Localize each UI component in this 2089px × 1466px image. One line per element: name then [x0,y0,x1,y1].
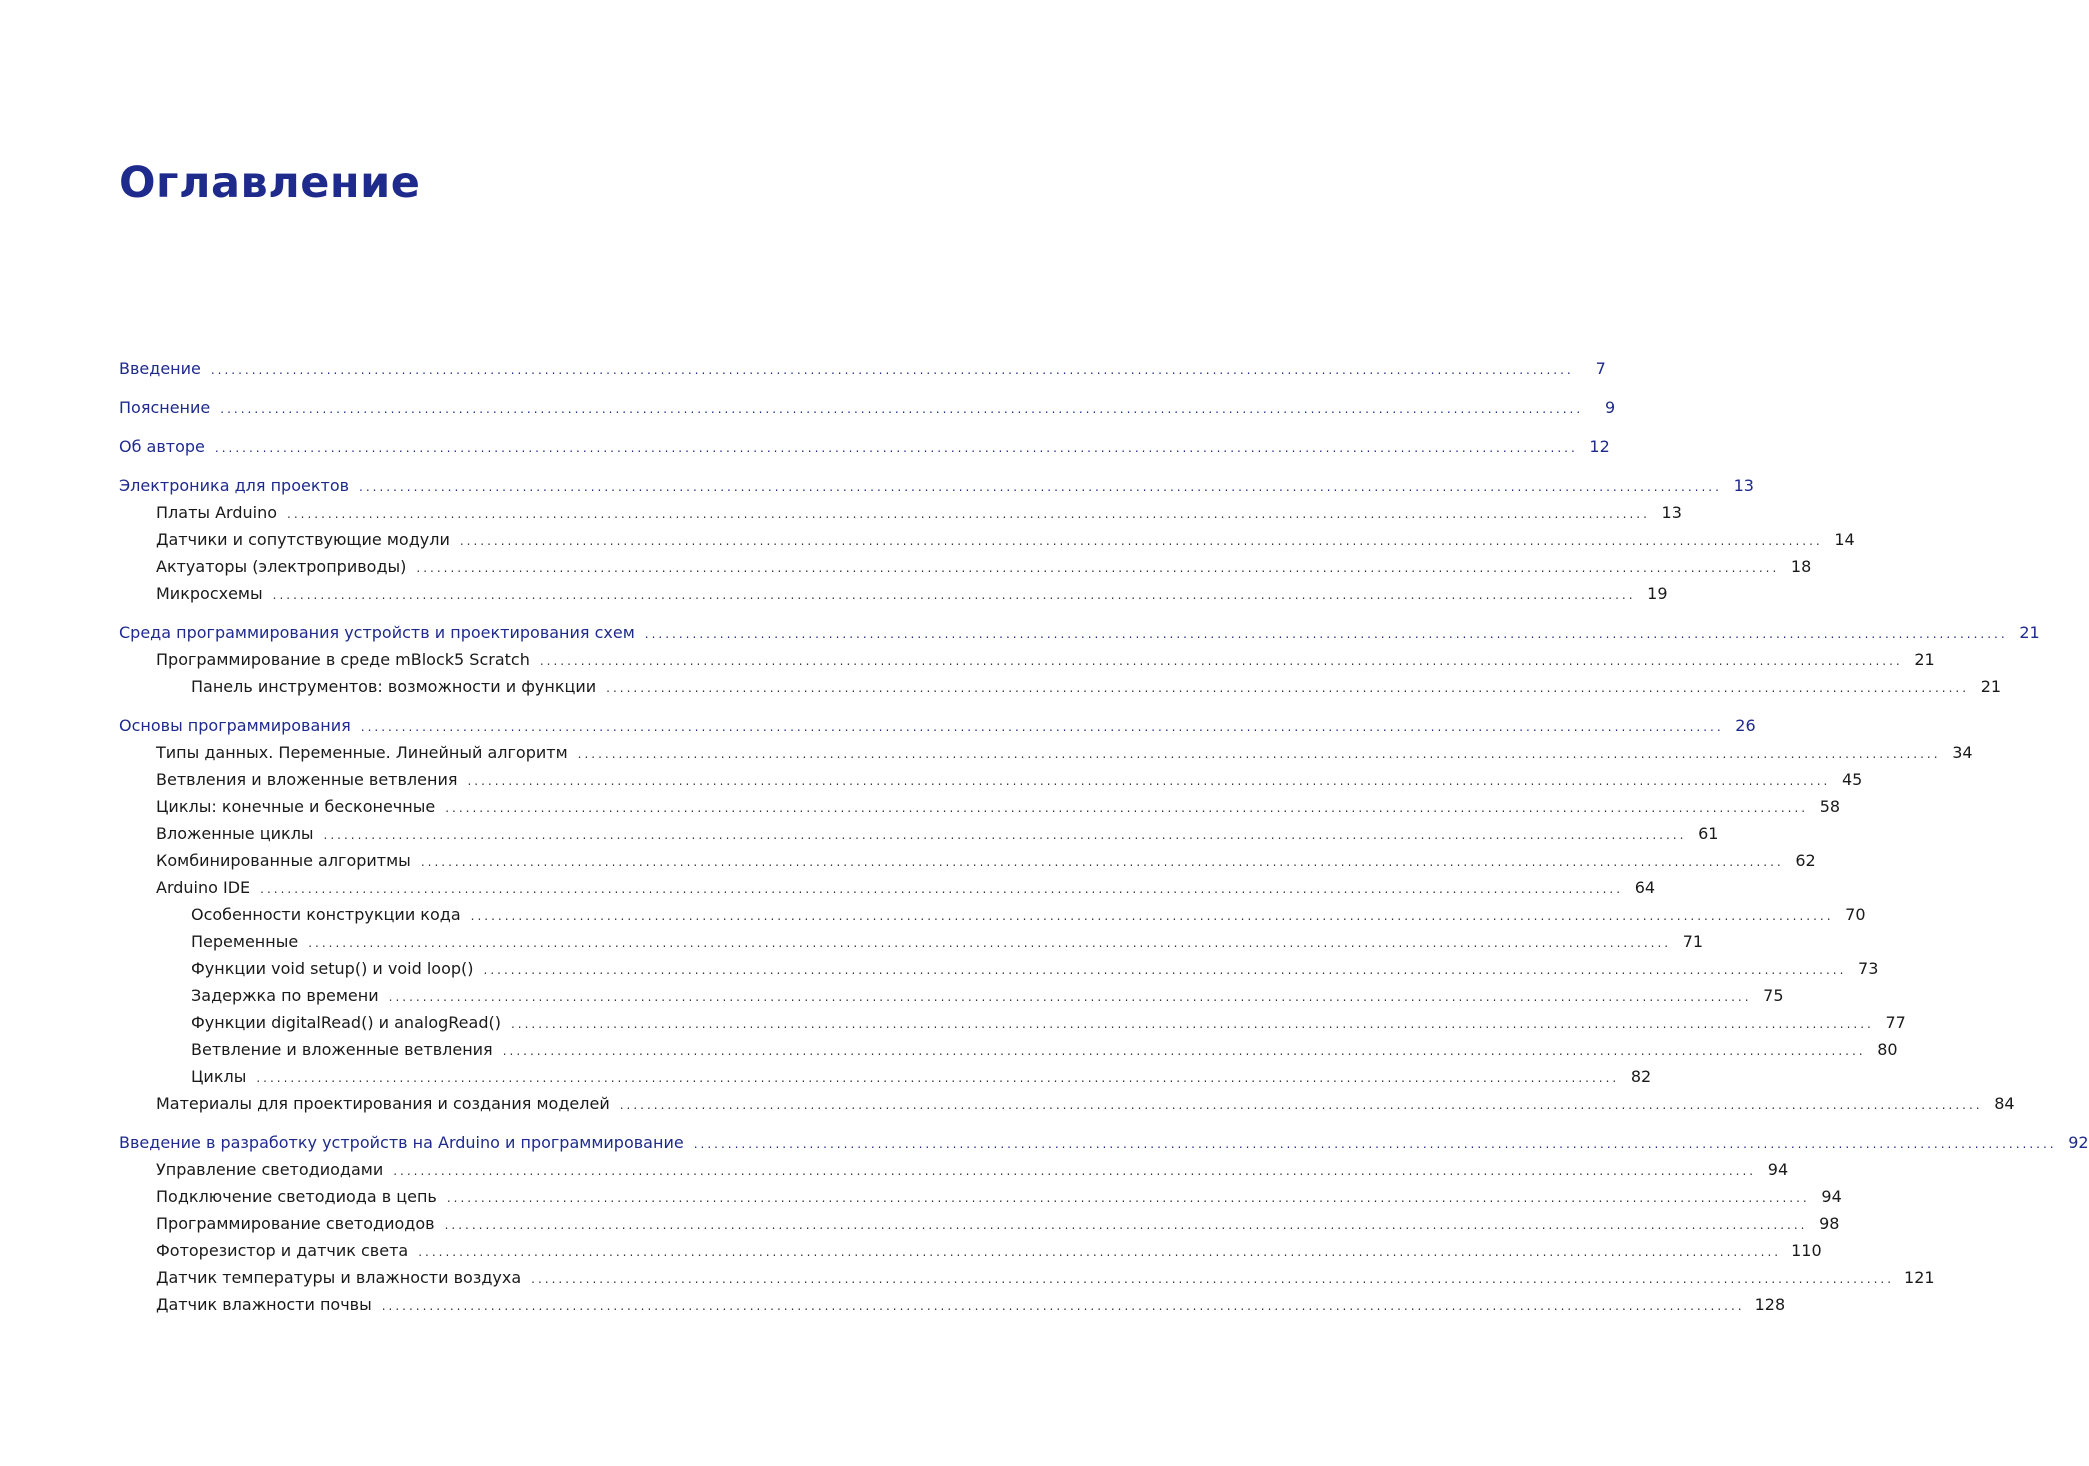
toc-leader-dots: ........................................................................................................................................................................................................ [606,681,1970,695]
toc-entry-title: Панель инструментов: возможности и функции [191,677,597,696]
toc-entry-page-number: 9 [1604,398,1616,417]
toc-entry-page-number: 34 [1952,743,1973,762]
toc-entry[interactable] [119,621,2040,645]
toc-entry[interactable] [156,768,1863,792]
toc-leader-dots: ........................................................................................................................................................................................................ [446,1191,1810,1205]
toc-entry[interactable] [191,1065,1652,1089]
toc-entry[interactable] [156,741,1973,765]
toc-entry[interactable] [191,1038,1898,1062]
toc-entry[interactable] [156,582,1668,606]
toc-entry[interactable] [191,1011,1906,1035]
toc-entry-title: Управление светодиодами [156,1160,384,1179]
toc-entry-page-number: 7 [1595,359,1606,378]
toc-entry-page-number: 14 [1834,530,1855,549]
toc-leader-dots: ........................................................................................................................................................................................................ [531,1272,1895,1286]
toc-entry-title: Ветвление и вложенные ветвления [191,1040,493,1059]
toc-entry-title: Комбинированные алгоритмы [156,851,411,870]
toc-leader-dots: ........................................................................................................................................................................................................ [214,441,1578,455]
toc-leader-dots: ........................................................................................................................................................................................................ [693,1137,2057,1151]
toc-entry-page-number: 26 [1735,716,1756,735]
toc-entry-title: Программирование светодиодов [156,1214,435,1233]
page-title: Оглавление [119,158,421,208]
toc-entry-page-number: 128 [1754,1295,1786,1314]
toc-leader-dots: ........................................................................................................................................................................................................ [418,1245,1782,1259]
toc-entry[interactable] [156,1293,1786,1317]
toc-entry-page-number: 61 [1698,824,1719,843]
toc-leader-dots: ........................................................................................................................................................................................................ [210,363,1574,377]
toc-leader-dots: ........................................................................................................................................................................................................ [287,507,1650,521]
toc-entry-title: Актуаторы (электроприводы) [156,557,407,576]
toc-entry-page-number: 45 [1842,770,1863,789]
toc-entry[interactable] [156,648,1935,672]
toc-leader-dots: ........................................................................................................................................................................................................ [393,1164,1757,1178]
toc-entry[interactable] [119,435,1610,459]
toc-entry-page-number: 21 [1980,677,2002,696]
toc-entry-title: Циклы [191,1067,247,1086]
toc-entry[interactable] [156,1212,1840,1236]
toc-entry-title: Основы программирования [119,716,351,735]
toc-entry[interactable] [156,1239,1822,1263]
toc-leader-dots: ........................................................................................................................................................................................................ [416,561,1780,575]
toc-entry-title: Типы данных. Переменные. Линейный алгоритм [156,743,568,762]
toc-leader-dots: ........................................................................................................................................................................................................ [510,1017,1874,1031]
toc-leader-dots: ........................................................................................................................................................................................................ [467,774,1831,788]
toc-entry-title: Материалы для проектирования и создания моделей [156,1094,610,1113]
toc-entry[interactable] [119,357,1606,381]
toc-entry-title: Задержка по времени [191,986,379,1005]
toc-entry-page-number: 94 [1767,1160,1789,1179]
toc-entry[interactable] [191,903,1866,927]
toc-entry-title: Датчик влажности почвы [156,1295,372,1314]
toc-entry-title: Микросхемы [156,584,263,603]
toc-entry[interactable] [156,555,1812,579]
toc-entry-title: Программирование в среде mBlock5 Scratch [156,650,530,669]
toc-entry[interactable] [119,714,1756,738]
toc-entry-title: Датчик температуры и влажности воздуха [156,1268,522,1287]
toc-entry-title: Циклы: конечные и бесконечные [156,797,436,816]
toc-entry-title: Фоторезистор и датчик света [156,1241,409,1260]
toc-entry-title: Введение [119,359,201,378]
toc-entry-page-number: 71 [1682,932,1704,951]
toc-entry-title: Об авторе [119,437,205,456]
toc-leader-dots: ........................................................................................................................................................................................................ [644,627,2008,641]
toc-entry-page-number: 19 [1647,584,1668,603]
toc-entry[interactable] [156,876,1656,900]
toc-entry-title: Датчики и сопутствующие модули [156,530,450,549]
toc-entry-title: Функции digitalRead() и analogRead() [191,1013,501,1032]
toc-leader-dots: ........................................................................................................................................................................................................ [483,963,1847,977]
toc-leader-dots: ........................................................................................................................................................................................................ [323,828,1687,842]
toc-entry[interactable] [119,396,1616,420]
toc-leader-dots: ........................................................................................................................................................................................................ [420,855,1784,869]
toc-leader-dots: ........................................................................................................................................................................................................ [359,480,1722,494]
toc-leader-dots: ........................................................................................................................................................................................................ [308,936,1672,950]
toc-entry-title: Ветвления и вложенные ветвления [156,770,458,789]
toc-leader-dots: ........................................................................................................................................................................................................ [260,882,1624,896]
toc-entry-page-number: 13 [1733,476,1754,495]
toc-entry-page-number: 21 [1914,650,1935,669]
toc-entry-page-number: 82 [1630,1067,1652,1086]
toc-entry-title: Подключение светодиода в цепь [156,1187,437,1206]
toc-entry-page-number: 77 [1885,1013,1906,1032]
toc-entry-title: Электроника для проектов [119,476,350,495]
toc-entry[interactable] [191,957,1879,981]
toc-leader-dots: ........................................................................................................................................................................................................ [619,1098,1983,1112]
toc-entry[interactable] [156,1266,1935,1290]
toc-entry[interactable] [119,1131,2089,1155]
toc-leader-dots: ........................................................................................................................................................................................................ [381,1299,1745,1313]
toc-leader-dots: ........................................................................................................................................................................................................ [577,747,1941,761]
toc-leader-dots: ........................................................................................................................................................................................................ [445,801,1809,815]
toc-entry[interactable] [156,849,1816,873]
toc-entry-page-number: 58 [1819,797,1841,816]
toc-entry[interactable] [156,1158,1789,1182]
toc-leader-dots: ........................................................................................................................................................................................................ [470,909,1834,923]
toc-entry-page-number: 64 [1634,878,1656,897]
toc-entry[interactable] [156,501,1682,525]
toc-entry-title: Вложенные циклы [156,824,314,843]
toc-entry-title: Arduino IDE [156,878,251,897]
toc-entry-page-number: 18 [1790,557,1812,576]
toc-entry-title: Среда программирования устройств и проектирования схем [119,623,635,642]
toc-leader-dots: ........................................................................................................................................................................................................ [459,534,1823,548]
toc-entry-page-number: 12 [1589,437,1610,456]
toc-leader-dots: ........................................................................................................................................................................................................ [388,990,1752,1004]
toc-entry-title: Особенности конструкции кода [191,905,461,924]
toc-entry[interactable] [156,795,1841,819]
toc-entry-page-number: 73 [1858,959,1879,978]
toc-entry-page-number: 80 [1877,1040,1898,1059]
toc-leader-dots: ........................................................................................................................................................................................................ [360,720,1724,734]
toc-entry-title: Платы Arduino [156,503,278,522]
toc-entry[interactable] [156,1092,2015,1116]
toc-entry-title: Введение в разработку устройств на Arduino и программирование [119,1133,684,1152]
toc-entry-page-number: 98 [1819,1214,1840,1233]
toc-entry-title: Переменные [191,932,299,951]
toc-entry-page-number: 62 [1795,851,1816,870]
toc-entry[interactable] [156,1185,1842,1209]
toc-entry[interactable] [191,984,1784,1008]
toc-entry-page-number: 92 [2068,1133,2089,1152]
toc-entry-page-number: 94 [1821,1187,1842,1206]
toc-entry-page-number: 121 [1904,1268,1935,1287]
toc-leader-dots: ........................................................................................................................................................................................................ [272,588,1636,602]
toc-entry[interactable] [156,528,1855,552]
toc-leader-dots: ........................................................................................................................................................................................................ [539,654,1903,668]
toc-entry-page-number: 70 [1845,905,1866,924]
toc-entry-page-number: 75 [1763,986,1784,1005]
toc-entry-title: Пояснение [119,398,211,417]
toc-entry-page-number: 84 [1994,1094,2015,1113]
toc-entry-page-number: 13 [1661,503,1682,522]
toc-entry-page-number: 110 [1791,1241,1822,1260]
toc-leader-dots: ........................................................................................................................................................................................................ [220,402,1584,416]
toc-entry[interactable] [119,474,1754,498]
toc-entry[interactable] [191,675,2002,699]
toc-entry[interactable] [191,930,1704,954]
toc-entry-title: Функции void setup() и void loop() [191,959,474,978]
toc-entry-page-number: 21 [2019,623,2040,642]
toc-leader-dots: ........................................................................................................................................................................................................ [502,1044,1866,1058]
toc-leader-dots: ........................................................................................................................................................................................................ [256,1071,1620,1085]
toc-entry[interactable] [156,822,1719,846]
toc-leader-dots: ........................................................................................................................................................................................................ [444,1218,1808,1232]
